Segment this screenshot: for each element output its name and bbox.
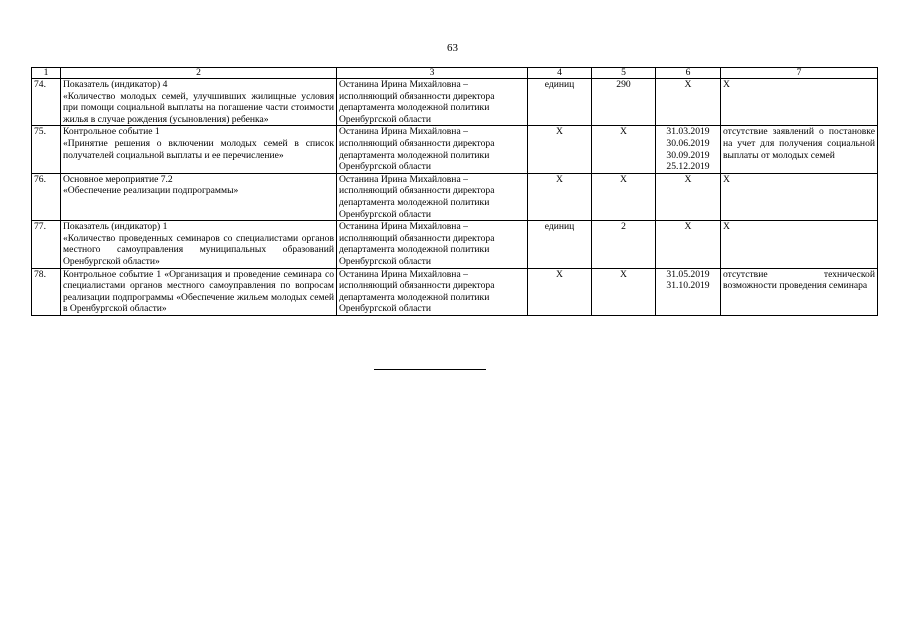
table-header-row <box>32 68 878 79</box>
header-cell: 5 <box>592 68 656 79</box>
row-note-cell: Х <box>721 79 878 126</box>
header-cell: 3 <box>337 68 528 79</box>
row-name-cell: Показатель (индикатор) 4 «Количество молодых семей, улучшивших жилищные условия при помощи социальной выплаты на погашение части стоимости жилья в случае рождения (усыновления) ребенка» <box>61 79 337 126</box>
row-responsible-cell: Останина Ирина Михайловна – исполняющий обязанности директора департамента молодежной политики Оренбургской области <box>337 268 528 315</box>
table-row <box>32 221 878 268</box>
row-name-cell: Показатель (индикатор) 1 «Количество проведенных семинаров со специалистами органов местного самоуправления муниципальных образований Оренбургской области» <box>61 221 337 268</box>
row-number-cell: 78. <box>32 268 61 315</box>
page-number: 63 <box>447 42 458 54</box>
row-number-cell: 74. <box>32 79 61 126</box>
row-value-cell: Х <box>592 268 656 315</box>
row-responsible-cell: Останина Ирина Михайловна – исполняющий обязанности директора департамента молодежной политики Оренбургской области <box>337 126 528 173</box>
table-row <box>32 126 878 173</box>
plan-table <box>31 67 878 316</box>
row-date-cell: 31.03.2019 30.06.2019 30.09.2019 25.12.2019 <box>656 126 721 173</box>
row-responsible-cell: Останина Ирина Михайловна – исполняющий обязанности директора департамента молодежной политики Оренбургской области <box>337 221 528 268</box>
row-unit-cell: Х <box>528 126 592 173</box>
header-cell: 4 <box>528 68 592 79</box>
row-note-cell: Х <box>721 173 878 220</box>
row-unit-cell: единиц <box>528 221 592 268</box>
row-note-cell: Х <box>721 221 878 268</box>
row-number-cell: 77. <box>32 221 61 268</box>
table-row <box>32 173 878 220</box>
row-date-cell: 31.05.2019 31.10.2019 <box>656 268 721 315</box>
row-name-cell: Контрольное событие 1 «Принятие решения о включении молодых семей в список получателей социальной выплаты и ее перечисление» <box>61 126 337 173</box>
row-note-cell: отсутствие заявлений о постановке на учет для получения социальной выплаты от молодых семей <box>721 126 878 173</box>
row-responsible-cell: Останина Ирина Михайловна – исполняющий обязанности директора департамента молодежной политики Оренбургской области <box>337 79 528 126</box>
header-cell: 7 <box>721 68 878 79</box>
row-name-cell: Основное мероприятие 7.2 «Обеспечение реализации подпрограммы» <box>61 173 337 220</box>
row-note-cell: отсутствие технической возможности проведения семинара <box>721 268 878 315</box>
header-cell: 2 <box>61 68 337 79</box>
row-unit-cell: единиц <box>528 79 592 126</box>
table-body <box>32 68 878 316</box>
row-number-cell: 76. <box>32 173 61 220</box>
row-responsible-cell: Останина Ирина Михайловна – исполняющий обязанности директора департамента молодежной политики Оренбургской области <box>337 173 528 220</box>
row-name-cell: Контрольное событие 1 «Организация и проведение семинара со специалистами органов местного самоуправления по вопросам реализации подпрограммы «Обеспечение жильем молодых семей в Оренбургской области» <box>61 268 337 315</box>
row-value-cell: 290 <box>592 79 656 126</box>
row-value-cell: Х <box>592 126 656 173</box>
header-cell: 6 <box>656 68 721 79</box>
header-cell: 1 <box>32 68 61 79</box>
row-unit-cell: Х <box>528 268 592 315</box>
table-row <box>32 268 878 315</box>
row-date-cell: Х <box>656 173 721 220</box>
table-row <box>32 79 878 126</box>
row-value-cell: Х <box>592 173 656 220</box>
row-number-cell: 75. <box>32 126 61 173</box>
closing-rule <box>374 369 486 370</box>
row-date-cell: Х <box>656 79 721 126</box>
row-unit-cell: Х <box>528 173 592 220</box>
row-value-cell: 2 <box>592 221 656 268</box>
row-date-cell: Х <box>656 221 721 268</box>
